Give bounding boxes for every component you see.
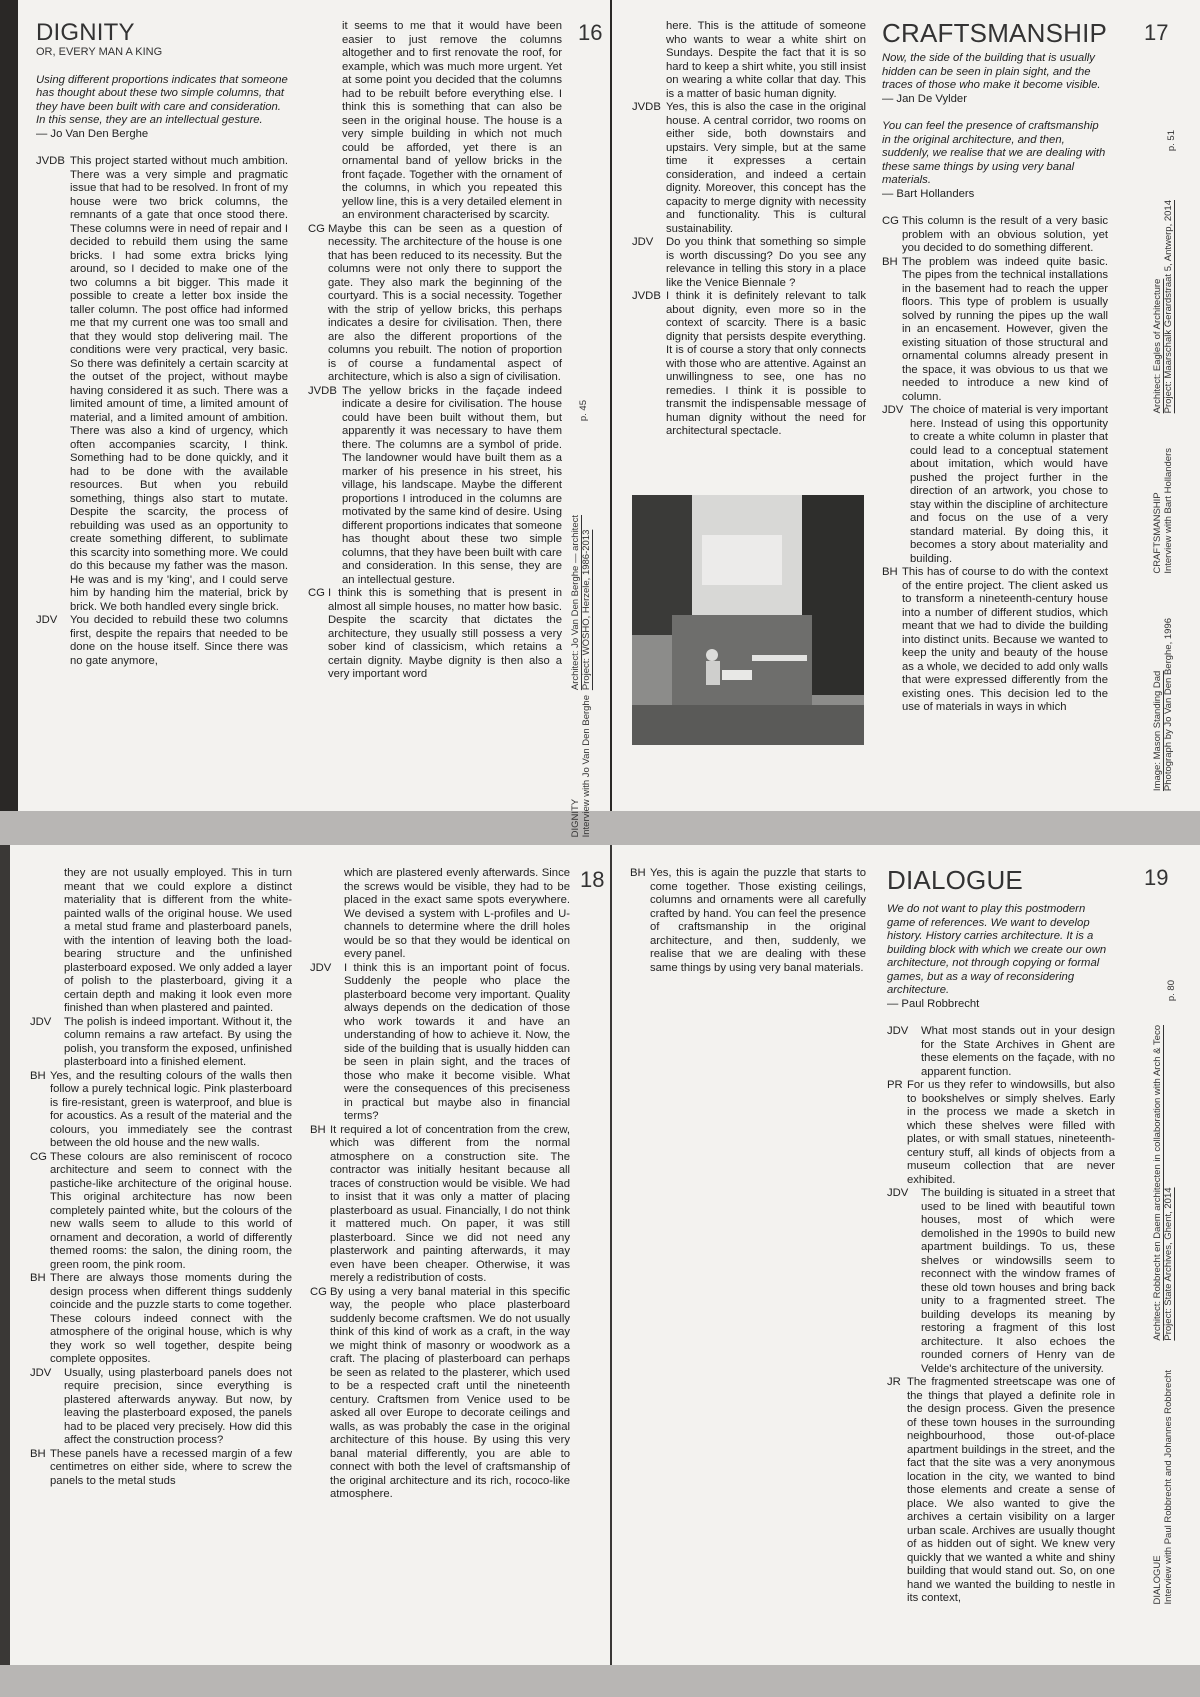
dialogue-entry	[882, 404, 1108, 566]
dialogue-entry	[632, 290, 866, 439]
speaker: CG	[308, 222, 325, 235]
dialogue-entry	[308, 385, 562, 588]
speaker: JDV	[887, 1187, 909, 1199]
dialogue-text: Yes, and the resulting colours of the walls then follow a purely technical logic. Pink plasterboard is fire-resistant, green is waterproof, and blue is for acoustics. As a result of the material and the colours, you immediately see the contrast between the old house and the new walls.	[50, 1069, 292, 1149]
project-credit	[1152, 200, 1174, 413]
speaker: JDV	[30, 1366, 52, 1379]
page-18	[10, 845, 610, 1665]
epigraph-author: — Jan De Vylder	[882, 92, 967, 105]
dialogue-entry	[308, 587, 562, 682]
page-number: 19	[1144, 865, 1169, 890]
dialogue-text: For us they refer to windowsills, but also to bookshelves or simply shelves. Early in the process we made a sketch in which these shelves were filled with plates, or with small statues, nineteenth-century stuff, all kinds of objects from a museum collection that are never exhibited.	[907, 1079, 1115, 1186]
footer-section: CRAFTSMANSHIP	[1152, 492, 1163, 574]
footer-interview: Interview with Paul Robbrecht and Johannes Robbrecht	[1163, 1370, 1174, 1605]
speaker: JVDB	[308, 384, 337, 397]
dialogue-entry	[30, 1448, 292, 1489]
dialogue-text: This column is the result of a very basic problem with an obvious solution, yet you decided to do something different.	[902, 215, 1108, 254]
dialogue-text: Yes, this is also the case in the original house. A central corridor, two rooms on either side, both downstairs and upstairs. Very simple, but at the same time it expresses a certain consideration, and indeed a certain dignity. Moreover, this concept has the capacity to merge dignity with necessity and functionality. This is cultural sustainability.	[666, 101, 866, 235]
page-subtitle: OR, EVERY MAN A KING	[36, 46, 163, 58]
epigraph: Using different proportions indicates that someone has thought about these two simple columns, that they have been built with care and consideration. In this sense, they are an intellectual gesture.	[36, 73, 288, 126]
epigraph-author: — Paul Robbrecht	[887, 997, 980, 1010]
speaker: JR	[887, 1376, 901, 1388]
dialogue-entry	[30, 1070, 292, 1151]
dialogue-entry	[30, 1367, 292, 1448]
image-photographer: Photograph by Jo Van Den Berghe, 1996	[1163, 618, 1174, 792]
dialogue-entry	[310, 1286, 570, 1502]
speaker: JDV	[632, 236, 654, 248]
dialogue-entry	[887, 1376, 1115, 1606]
page-title: CRAFTSMANSHIP	[882, 18, 1108, 48]
dialogue-text: Maybe this can be seen as a question of necessity. The architecture of the house is one that has been reduced to its necessity. But the columns were not only there to support the gate. They also mark the beginning of the courtyard. This is a social necessity. Together with the strip of yellow bricks, this perhaps indicates a desire for civilisation. Then, there are also the different proportions of the columns you rebuilt. The notion of proportion is of course a fundamental aspect of architecture, which is also a sign of civilisation.	[328, 222, 562, 383]
mason-photograph	[632, 495, 864, 745]
dialogue-text: I think this is an important point of focus. Suddenly the people who place the plasterboard become very important. Quality always depends on the dedication of those who work towards it and have an understanding of how to achieve it. Now, the side of the building that is usually hidden can be seen in plain sight, and the traces of those who make it become visible. What were the consequences of this preciseness in practical but maybe also in financial terms?	[344, 961, 570, 1122]
page16-column-left	[36, 20, 288, 668]
speaker: JDV	[30, 1015, 52, 1028]
page19-column-right	[887, 867, 1115, 1606]
dialogue-entry	[310, 1124, 570, 1286]
speaker: JDV	[887, 1025, 909, 1037]
dialogue-entry	[887, 1079, 1115, 1187]
credit-project: Project: State Archives, Ghent, 2014	[1163, 1187, 1174, 1341]
page-number: 17	[1144, 20, 1169, 45]
page-reference	[1166, 130, 1177, 151]
credit-project: Project: WOSHO, Herzele, 1986-2013	[581, 529, 592, 691]
credit-architect: Architect: Eagles of Architecture	[1152, 278, 1163, 414]
dialogue-text: The problem was indeed quite basic. The pipes from the technical installations in the basement had to reach the upper floors. This type of problem is usually solved by running the pipes up the wall in an encasement. However, given the existing situation of those structural and ornamental columns already present in the space, it was obvious to us that we needed to introduce a new kind of column.	[902, 255, 1108, 403]
interview-footer	[1152, 1370, 1174, 1604]
speaker: BH	[882, 255, 898, 268]
dialogue-text: It required a lot of concentration from the crew, which was different from the normal atmosphere on a construction site. The contractor was initially hesitant because all traces of construction would be visible. We had to insist that it was only a matter of placing plasterboard as usual. Financially, I do not think it mattered much. On paper, it was still plasterboard. Since we did not need any plasterwork and painting afterwards, it may even have been cheaper. Otherwise, it was merely a redistribution of costs.	[330, 1123, 570, 1284]
page17-column-left	[632, 20, 866, 439]
dialogue-entry	[882, 215, 1108, 256]
dialogue-entry	[30, 1272, 292, 1367]
continued-text: it seems to me that it would have been easier to just remove the columns altogether and to first renovate the roof, for example, which was much more urgent. Yet at some point you decided that the columns had to be rebuilt before everything else. I think this is something that can also be seen in the original house. The house is a very simple building in which not much could be afforded, yet there is an ornamental band of yellow bricks in the front façade. Together with the ornament of the columns, in which you repeated this yellow line, this is a very detailed element in an environment characterised by scarcity.	[342, 20, 562, 221]
speaker: JDV	[36, 614, 58, 626]
dialogue-text: This has of course to do with the context of the entire project. The client asked us to transform a nineteenth-century house into a number of different studios, which meant that we had to divide the building into distinct units. Because we wanted to keep the unity and beauty of the house as a whole, we decided to add only walls that were expressed differently from the existing ones. This decision led to the use of materials in ways in which	[902, 566, 1108, 713]
dialogue-entry	[632, 236, 866, 290]
dialogue-entry	[30, 1016, 292, 1070]
footer-section: DIALOGUE	[1152, 1555, 1163, 1605]
credit-architect: Architect: Robbrecht en Daem architecten in collaboration with Arch & Teco	[1152, 1025, 1163, 1341]
speaker: CG	[308, 587, 325, 599]
dialogue-text: Usually, using plasterboard panels does not require precision, since everything is plastered afterwards anyway. But now, by leaving the plasterboard exposed, the panels had to be placed very precisely. How did this affect the construction process?	[64, 1366, 292, 1446]
dialogue-text: The choice of material is very important here. Instead of using this opportunity to create a white column in plaster that could lead to a conceptual statement about imitation, which would have pushed the project further in the direction of an artwork, you chose to stay within the discipline of architecture and focus on the use of a very standard material. By doing this, it becomes a story about materiality and building.	[910, 404, 1108, 565]
dialogue-entry	[36, 614, 288, 668]
speaker: BH	[310, 1123, 326, 1136]
speaker: BH	[30, 1069, 46, 1082]
top-spread	[0, 0, 1200, 838]
dialogue-entry	[310, 962, 570, 1124]
project-credit	[1152, 1025, 1174, 1341]
speaker: CG	[30, 1150, 47, 1163]
dialogue-text: The fragmented streetscape was one of the things that played a definite role in the design process. Given the presence of these town houses in the surrounding neighbourhood, those out-of-place apartment buildings in the street, and the fact that the site was a very anonymous location in the city, we wanted to bind those elements and create a sense of place. We also wanted to give the archives a certain visibility on a larger urban scale. Archives are usually thought of as hidden out of sight. We knew very quickly that we wanted a white and shiny building that would stand out. So, on one hand we wanted the building to nestle in its context,	[907, 1376, 1115, 1604]
dialogue-text: I think it is definitely relevant to talk about dignity, even more so in the context of scarcity. There is a basic dignity that persists despite everything. It is of course a story that only connects with those who are attentive. Against an unwillingness to see, one has no remedies. I think it is possible to transmit the indispensable message of human dignity without the need for architectural spectacle.	[666, 290, 866, 437]
epigraph-author: — Bart Hollanders	[882, 187, 975, 200]
speaker: JDV	[882, 404, 904, 416]
speaker: BH	[882, 566, 898, 578]
dialogue-entry	[632, 101, 866, 236]
page-16	[18, 0, 610, 838]
bottom-spread	[0, 845, 1200, 1665]
image-title: Image: Mason Standing Dad	[1152, 670, 1163, 792]
dialogue-entry	[30, 1151, 292, 1273]
photo-scene	[632, 495, 864, 745]
dialogue-text: What most stands out in your design for the State Archives in Ghent are these elements on the façade, with no apparent function.	[921, 1025, 1115, 1078]
dialogue-text: These panels have a recessed margin of a few centimetres on either side, where to screw the panels to the metal studs	[50, 1447, 292, 1487]
speaker: CG	[310, 1285, 327, 1298]
speaker: BH	[630, 867, 646, 879]
page-number: 16	[578, 20, 603, 45]
dialogue-text: The building is situated in a street that used to be lined with beautiful town houses, most of which were demolished in the 1990s to build new apartment buildings. To us, these shelves or windowsills seem to reconnect with the window frames of these old town houses and bring back unity to a fragmented street. The building develops its meaning by restoring a fragment of this lost architecture. It also echoes the rounded corners of Henry van de Velde's architecture of the university.	[921, 1187, 1115, 1375]
continued-text: here. This is the attitude of someone who wants to wear a white shirt on Sundays. Despite the fact that it is so hard to keep a shirt white, you still insist on wearing a white collar that day. This is a matter of basic human dignity.	[666, 20, 866, 100]
dialogue-text: The yellow bricks in the façade indeed indicate a desire for civilisation. The house could have been built without them, but apparently it was necessary to have them there. The columns are a symbol of pride. The landowner would have built them as a marker of his presence in his street, his village, his landscape. Maybe the different proportions I introduced in the columns are motivated by the same kind of desire. Using different proportions indicates that someone has thought about these two simple columns, that they have been built with care and consideration. In this sense, they are an intellectual gesture.	[342, 384, 562, 586]
dialogue-entry	[887, 1187, 1115, 1376]
page16-column-right	[308, 20, 562, 682]
page-reference	[1166, 980, 1177, 1001]
continued-text: which are plastered evenly afterwards. Since the screws would be visible, they had to be placed in the exact same spots everywhere. We devised a system with L-profiles and U-channels to determine where the drill holes would be so that they would be identical on every panel.	[344, 867, 570, 960]
speaker: BH	[30, 1272, 46, 1284]
page-19	[612, 845, 1200, 1665]
dialogue-text: You decided to rebuild these two columns first, despite the repairs that needed to be done on the house itself. Since there was no gate anymore,	[70, 614, 288, 667]
dialogue-entry	[887, 1025, 1115, 1079]
page18-column-right	[310, 867, 570, 1502]
speaker: JVDB	[632, 101, 661, 113]
dialogue-text: The polish is indeed important. Without it, the column remains a raw artefact. By using the polish, you transform the exposed, unfinished plasterboard into a finished element.	[64, 1015, 292, 1068]
dialogue-text: Yes, this is again the puzzle that starts to come together. Those existing ceilings, columns and ornaments were all carefully crafted by hand. You can feel the presence of craftsmanship in the original architecture, and then, suddenly, we realise that we are dealing with these same things by using very banal materials.	[650, 867, 866, 974]
dialogue-entry	[308, 223, 562, 385]
page-reference	[578, 400, 589, 421]
page-ref-text: p. 51	[1166, 130, 1177, 152]
speaker: PR	[887, 1079, 903, 1091]
interview-footer	[570, 695, 592, 837]
credit-project: Project: Maarschalk Gerardstraat 5, Antwerp, 2014	[1163, 200, 1174, 414]
dialogue-text: By using a very banal material in this specific way, the people who place plasterboard suddenly become craftsmen. We do not usually think of this kind of work as a craft, in the way we might think of masonry or woodwork as a craft. The placing of plasterboard can perhaps be seen as related to the plasterer, which used to be a respected craft until the nineteenth century. Craftsmen from Venice used to be asked all over Europe to decorate ceilings and walls, as was probably the case in the original architecture of this house. By using this very banal material differently, you are able to connect with both the level of craftsmanship of the original architecture and its rich, rococo-like atmosphere.	[330, 1285, 570, 1500]
footer-section: DIGNITY	[570, 798, 581, 838]
dialogue-entry	[882, 256, 1108, 405]
dialogue-text: These colours are also reminiscent of rococo architecture and seem to connect with the pastiche-like architecture of the original house. This original architecture has now been completely painted white, but the colours of the new walls seem to allude to this world of ornament and decoration, a world of differently themed rooms: the salon, the dining room, the green room, the pink room.	[50, 1150, 292, 1271]
dialogue-text: I think this is something that is present in almost all simple houses, no matter how basic. Despite the scarcity that dictates the architecture, they usually still possess a very sober kind of classicism, which retains a certain dignity. Maybe dignity is then also a very important word	[328, 587, 562, 680]
page-title: DIALOGUE	[887, 865, 1023, 895]
speaker: JVDB	[36, 155, 65, 167]
dialogue-entry	[630, 867, 866, 975]
project-credit	[570, 515, 592, 690]
page17-column-right	[882, 20, 1108, 715]
dialogue-text: Do you think that something so simple is worth discussing? Do you see any relevance in telling this story in a place like the Venice Biennale ?	[666, 236, 866, 289]
epigraph: You can feel the presence of craftsmanship in the original architecture, and then, suddenly, we realise that we are dealing with these same things by using very banal materials.	[882, 120, 1106, 186]
credit-architect: Architect: Jo Van Den Berghe — architect	[570, 515, 581, 691]
footer-interview: Interview with Bart Hollanders	[1163, 448, 1174, 574]
speaker: BH	[30, 1447, 46, 1460]
dialogue-entry	[36, 155, 288, 614]
speaker: JDV	[310, 961, 332, 974]
page-number: 18	[580, 867, 605, 892]
dialogue-text: This project started without much ambition. There was a very simple and pragmatic issue that had to be resolved. In front of my house were two brick columns, the remnants of a gate that once stood there. These columns were in need of repair and I decided to rebuild them using the same bricks. I had some extra bricks lying around, so I decided to make one of the two columns a bit bigger. This made it possible to create a letter box inside the taller column. The post office had informed me that my current one was too small and that they would stop delivering mail. The conditions were very practical, very basic. So there was definitely a certain scarcity at the outset of the project, without maybe having considered it as such. There was a limited amount of time, a limited amount of material, and a limited amount of ambition. There was also a kind of urgency, which often accompanies scarcity, I think. Something had to be done quickly, and it had to be done with the available resources. But when you rebuild something, things also start to mutate. Despite the scarcity, the process of rebuilding was used as an opportunity to create something different, to sublimate this scarcity into something more. We could do this because my father was the mason. He was and is my 'king', and I could serve him by handing him the material, brick by brick. We both handled every single brick.	[70, 155, 288, 613]
page18-column-left	[30, 867, 292, 1488]
epigraph: We do not want to play this postmodern game of references. We want to develop history. History carries architecture. It is a building block with which we create our own architecture, not through copying or formal games, but as a way of reconsidering architecture.	[887, 903, 1107, 996]
dialogue-entry	[882, 566, 1108, 715]
interview-footer	[1152, 448, 1174, 574]
page-17	[612, 0, 1200, 811]
epigraph-author: — Jo Van Den Berghe	[36, 127, 149, 140]
speaker: CG	[882, 215, 899, 227]
footer-interview: Interview with Jo Van Den Berghe	[581, 695, 592, 838]
page-ref-text: p. 80	[1166, 980, 1177, 1002]
image-credit	[1152, 618, 1174, 791]
page-title: DIGNITY	[36, 19, 135, 46]
epigraph: Now, the side of the building that is usually hidden can be seen in plain sight, and the traces of those who make it become visible.	[882, 52, 1101, 91]
speaker: JVDB	[632, 290, 661, 302]
page19-column-left	[630, 867, 866, 975]
page-ref-text: p. 45	[578, 400, 589, 422]
dialogue-text: There are always those moments during the design process when different things suddenly coincide and the puzzle starts to come together. These colours indeed connect with the atmosphere of the original house, which is why they work so well together, despite being complete opposites.	[50, 1272, 292, 1365]
continued-text: they are not usually employed. This in turn meant that we could explore a distinct materiality that is different from the white-painted walls of the original house. We used a metal stud frame and plasterboard panels, with the intention of leaving both the load-bearing structure and the unfinished plasterboard exposed. We only added a layer of polish to the plasterboard, giving it a certain depth and making it look even more finished than when plastered and painted.	[64, 867, 292, 1014]
